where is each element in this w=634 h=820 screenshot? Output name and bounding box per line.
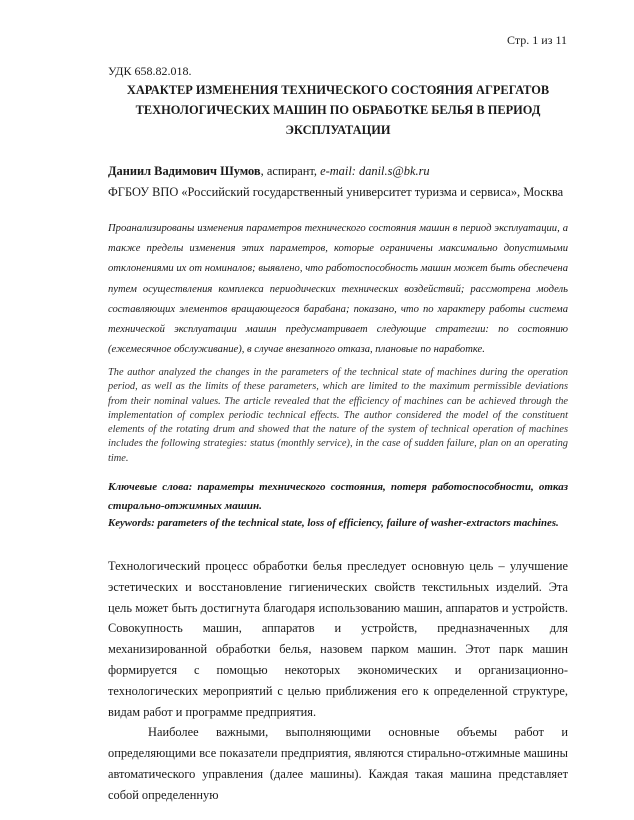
page-number: Стр. 1 из 11 (507, 33, 567, 47)
article-title: ХАРАКТЕР ИЗМЕНЕНИЯ ТЕХНИЧЕСКОГО СОСТОЯНИЯ АГРЕГАТОВ ТЕХНОЛОГИЧЕСКИХ МАШИН ПО ОБРАБОТКЕ БЕЛЬЯ В ПЕРИОД ЭКСПЛУАТАЦИИ (126, 83, 550, 137)
abstract-en: The author analyzed the changes in the parameters of the technical state of machines during the operation period, as well as the limits of these parameters, which are limited to the maximum permissible deviations from their nominal values. The article revealed that the efficiency of machines can be achieved through the implementation of complex periodic technical effects. The author considered the model of the constituent elements of the rotating drum and showed that the nature of the system of technical operation of machines includes the following strategies: status (monthly service), in the case of sudden failure, plan on an operating time. (108, 367, 568, 464)
author-line (108, 164, 430, 179)
author-name: Даниил Вадимович Шумов (108, 164, 261, 178)
body-paragraph: Технологический процесс обработки белья преследует основную цель – улучшение эстетических и восстановление гигиенических свойств текстильных изделий. Эта цель может быть достигнута благодаря использованию машин, аппаратов и устройств. Совокупность машин, аппаратов и устройств, предназначенных для механизированной обработки белья, назовем парком машин. Этот парк машин формируется с помощью некоторых экономических и организационно-технологических мероприятий с целью приближения его к определенной структуре, видам работ и программе предприятия. (108, 559, 568, 719)
author-role: , аспирант, (260, 164, 321, 178)
udk-code: УДК 658.82.018. (108, 64, 192, 78)
keywords-ru: Ключевые слова: параметры технического состояния, потеря работоспособности, отказ стирально-отжимных машин. (108, 481, 568, 512)
body-paragraph: Наиболее важными, выполняющими основные объемы работ и определяющими все показатели предприятия, являются стирально-отжимные машины автоматического управления (далее машины). Каждая такая машина представляет собой определенную (108, 725, 568, 802)
keywords-en: Keywords: parameters of the technical state, loss of efficiency, failure of washer-extractors machines. (108, 517, 559, 529)
author-email: danil.s@bk.ru (359, 164, 430, 178)
abstract-ru: Проанализированы изменения параметров технического состояния машин в период эксплуатации, а также пределы изменения этих параметров, которые ограничены максимально допустимыми отклонениями их от номиналов; выявлено, что работоспособность машин может быть обеспечена путем осуществления комплекса периодических технических воздействий; рассмотрена модель составляющих элементов вращающегося барабана; показано, что по характеру работы система технической эксплуатации машин предусматривает следующие стратегии: по состоянию (ежемесячное обслуживание), в случае внезапного отказа, плановые по наработке. (108, 223, 568, 356)
email-label: e-mail: (320, 164, 359, 178)
body-text (108, 556, 568, 806)
affiliation: ФГБОУ ВПО «Российский государственный университет туризма и сервиса», Москва (108, 185, 564, 199)
